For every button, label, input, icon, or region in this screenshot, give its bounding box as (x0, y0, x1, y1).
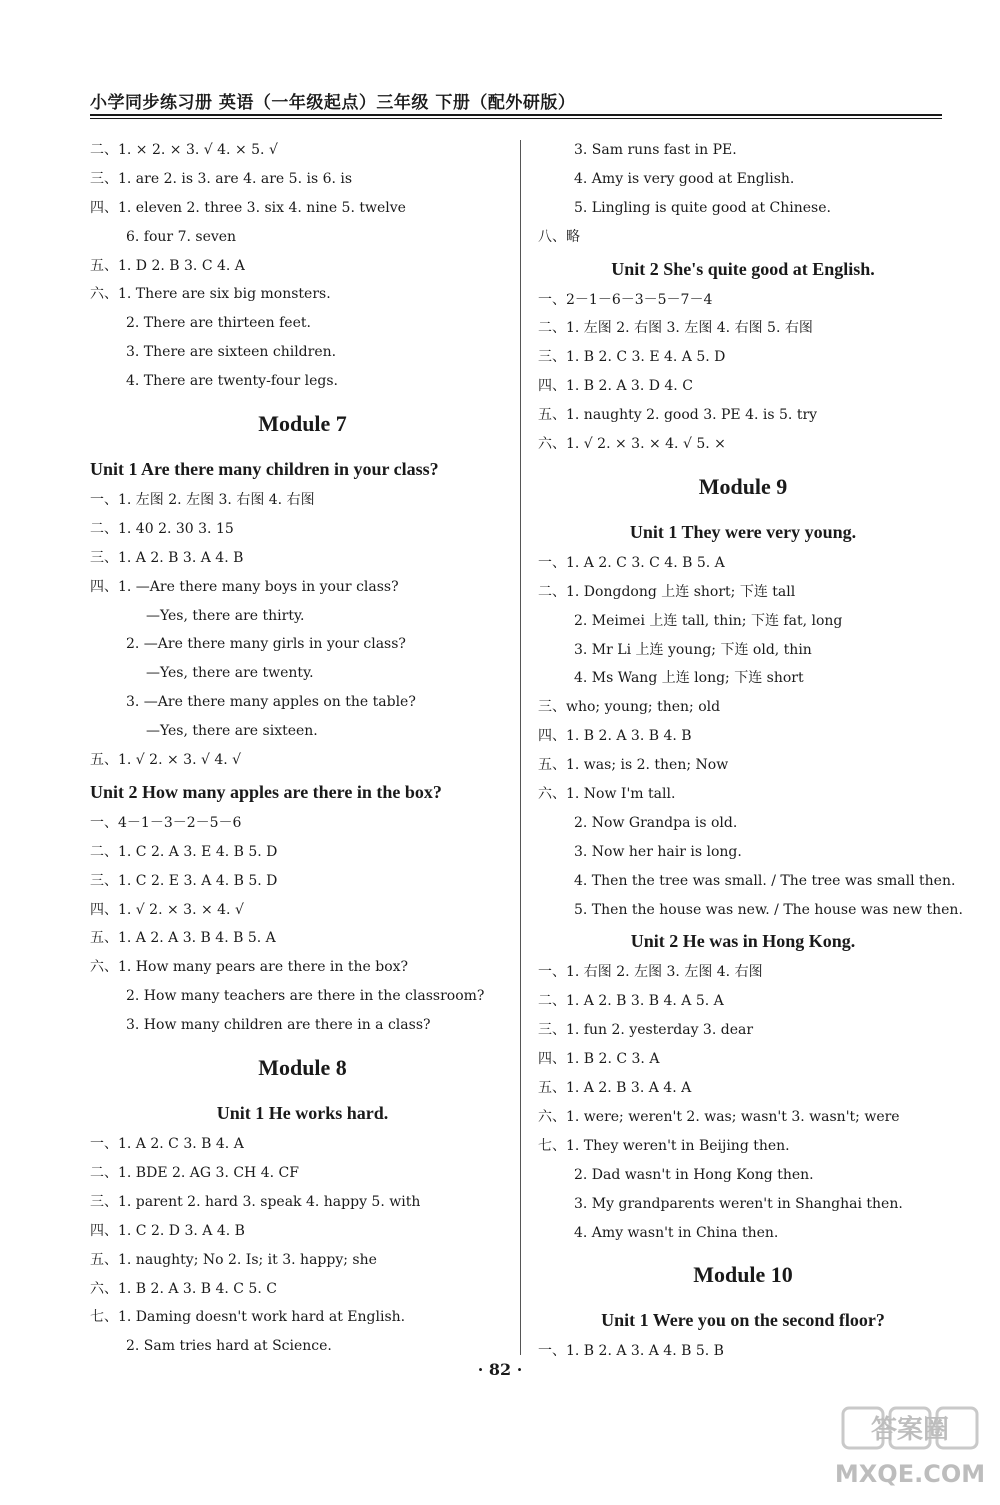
answer-line: 四、1. —Are there many boys in your class? (90, 578, 399, 595)
answer-line: 四、1. √ 2. × 3. × 4. √ (90, 901, 244, 918)
answer-line: 一、4－1－3－2－5－6 (90, 814, 242, 831)
answer-line: 一、1. 右图 2. 左图 3. 左图 4. 右图 (538, 964, 763, 981)
answer-line: 一、2－1－6－3－5－7－4 (538, 291, 713, 308)
module-heading: Module 9 (698, 473, 788, 499)
answer-line: 二、1. × 2. × 3. √ 4. × 5. √ (90, 142, 278, 158)
answer-line: 三、1. C 2. E 3. A 4. B 5. D (90, 872, 278, 889)
answer-line: 3. —Are there many apples on the table? (126, 694, 416, 711)
answer-line: 三、1. are 2. is 3. are 4. are 5. is 6. is (90, 170, 353, 187)
module-heading: Module 8 (258, 1055, 347, 1081)
answer-line: 三、who; young; then; old (538, 699, 721, 716)
answer-line: 一、1. B 2. A 3. A 4. B 5. B (538, 1343, 724, 1360)
answer-line: 3. Now her hair is long. (574, 843, 742, 860)
answer-line: 二、1. Dongdong 上连 short; 下连 tall (538, 583, 796, 600)
answer-line: 3. How many children are there in a class? (126, 1017, 431, 1034)
answer-line: 4. There are twenty-four legs. (126, 373, 338, 390)
answer-line: 六、1. B 2. A 3. B 4. C 5. C (90, 1280, 277, 1297)
answer-line: 四、1. B 2. A 3. B 4. B (538, 728, 692, 745)
unit-heading: Unit 2 How many apples are there in the box? (90, 781, 442, 802)
answer-line: 4. Amy wasn't in China then. (574, 1224, 779, 1241)
answer-line: 七、1. They weren't in Beijing then. (538, 1137, 790, 1154)
unit-heading: Unit 1 Were you on the second floor? (601, 1310, 885, 1331)
answer-line: 2. Sam tries hard at Science. (126, 1338, 332, 1355)
answer-line: 二、1. A 2. B 3. B 4. A 5. A (538, 993, 724, 1010)
watermark-text: 答案圈 (870, 1415, 950, 1445)
right-column (538, 136, 963, 1366)
answer-line: 五、1. √ 2. × 3. √ 4. √ (90, 752, 242, 769)
unit-heading: Unit 1 Are there many children in your class? (90, 459, 439, 480)
answer-line: 六、1. How many pears are there in the box? (90, 959, 409, 976)
answer-line: 三、1. B 2. C 3. E 4. A 5. D (538, 349, 726, 366)
page-number: · 82 · (477, 1360, 523, 1379)
answer-line: 二、1. BDE 2. AG 3. CH 4. CF (90, 1164, 299, 1181)
unit-heading: Unit 2 He was in Hong Kong. (630, 931, 856, 952)
answer-line: 2. Now Grandpa is old. (574, 814, 738, 831)
answer-line: 四、1. B 2. C 3. A (538, 1051, 660, 1068)
answer-line: 3. My grandparents weren't in Shanghai then. (574, 1195, 903, 1212)
header-rule-thick (90, 114, 942, 116)
answer-line: 2. How many teachers are there in the classroom? (126, 988, 485, 1005)
answer-line: 一、1. A 2. C 3. B 4. A (90, 1136, 244, 1153)
left-column (90, 136, 515, 1361)
answer-line: 4. Then the tree was small. / The tree was small then. (574, 872, 956, 889)
answer-line: 5. Lingling is quite good at Chinese. (574, 199, 831, 216)
answer-line: 2. There are thirteen feet. (126, 315, 311, 332)
watermark-site: MXQE.COM (835, 1460, 985, 1488)
answer-line: 六、1. Now I'm tall. (538, 786, 676, 803)
answer-line: 一、1. A 2. C 3. C 4. B 5. A (538, 554, 725, 571)
answer-line: 2. Meimei 上连 tall, thin; 下连 fat, long (574, 612, 843, 629)
module-heading: Module 7 (258, 411, 347, 437)
answer-line: 四、1. eleven 2. three 3. six 4. nine 5. twelve (90, 199, 406, 216)
answer-line: 七、1. Daming doesn't work hard at English. (90, 1309, 406, 1326)
answer-line: 2. Dad wasn't in Hong Kong then. (574, 1166, 814, 1183)
answer-line: 4. Ms Wang 上连 long; 下连 short (574, 670, 804, 687)
answer-line: 6. four 7. seven (126, 228, 237, 245)
answer-line: 六、1. were; weren't 2. was; wasn't 3. wasn't; were (538, 1108, 900, 1125)
header-rule-thin (90, 118, 942, 119)
answer-line: 五、1. was; is 2. then; Now (538, 757, 729, 774)
answer-line: 五、1. D 2. B 3. C 4. A (90, 257, 245, 274)
answer-line: 3. Mr Li 上连 young; 下连 old, thin (574, 641, 812, 658)
answer-line: —Yes, there are twenty. (146, 665, 314, 682)
column-divider (520, 140, 521, 1355)
answer-line: 3. There are sixteen children. (126, 344, 337, 361)
answer-line: 二、1. 40 2. 30 3. 15 (90, 520, 234, 537)
answer-line: 三、1. fun 2. yesterday 3. dear (538, 1022, 754, 1039)
answer-line: 八、略 (538, 228, 580, 245)
answer-line: —Yes, there are thirty. (146, 607, 305, 624)
answer-line: 三、1. parent 2. hard 3. speak 4. happy 5. with (90, 1193, 421, 1210)
answer-line: 五、1. naughty; No 2. Is; it 3. happy; she (90, 1251, 377, 1268)
answer-line: 五、1. A 2. B 3. A 4. A (538, 1080, 692, 1097)
answer-line: 一、1. 左图 2. 左图 3. 右图 4. 右图 (90, 492, 315, 509)
answer-line: 三、1. A 2. B 3. A 4. B (90, 549, 244, 566)
page-header: 小学同步练习册 英语（一年级起点）三年级 下册（配外研版） (90, 93, 576, 113)
unit-heading: Unit 1 They were very young. (629, 521, 857, 542)
answer-line: 5. Then the house was new. / The house was new then. (574, 901, 963, 918)
watermark-logo (835, 1400, 985, 1500)
answer-line: 3. Sam runs fast in PE. (574, 142, 737, 158)
answer-line: 五、1. naughty 2. good 3. PE 4. is 5. try (538, 407, 818, 424)
module-heading: Module 10 (693, 1262, 793, 1288)
unit-heading: Unit 1 He works hard. (216, 1103, 389, 1124)
answer-line: —Yes, there are sixteen. (146, 723, 318, 740)
answer-line: 五、1. A 2. A 3. B 4. B 5. A (90, 930, 276, 947)
answer-line: 4. Amy is very good at English. (574, 170, 795, 187)
answer-line: 二、1. C 2. A 3. E 4. B 5. D (90, 843, 278, 860)
answer-line: 四、1. C 2. D 3. A 4. B (90, 1222, 245, 1239)
unit-heading: Unit 2 She's quite good at English. (611, 258, 875, 279)
answer-line: 四、1. B 2. A 3. D 4. C (538, 378, 693, 395)
answer-line: 2. —Are there many girls in your class? (126, 636, 406, 653)
answer-line: 六、1. There are six big monsters. (90, 286, 331, 303)
answer-line: 二、1. 左图 2. 右图 3. 左图 4. 右图 5. 右图 (538, 320, 813, 337)
answer-line: 六、1. √ 2. × 3. × 4. √ 5. × (538, 436, 726, 453)
